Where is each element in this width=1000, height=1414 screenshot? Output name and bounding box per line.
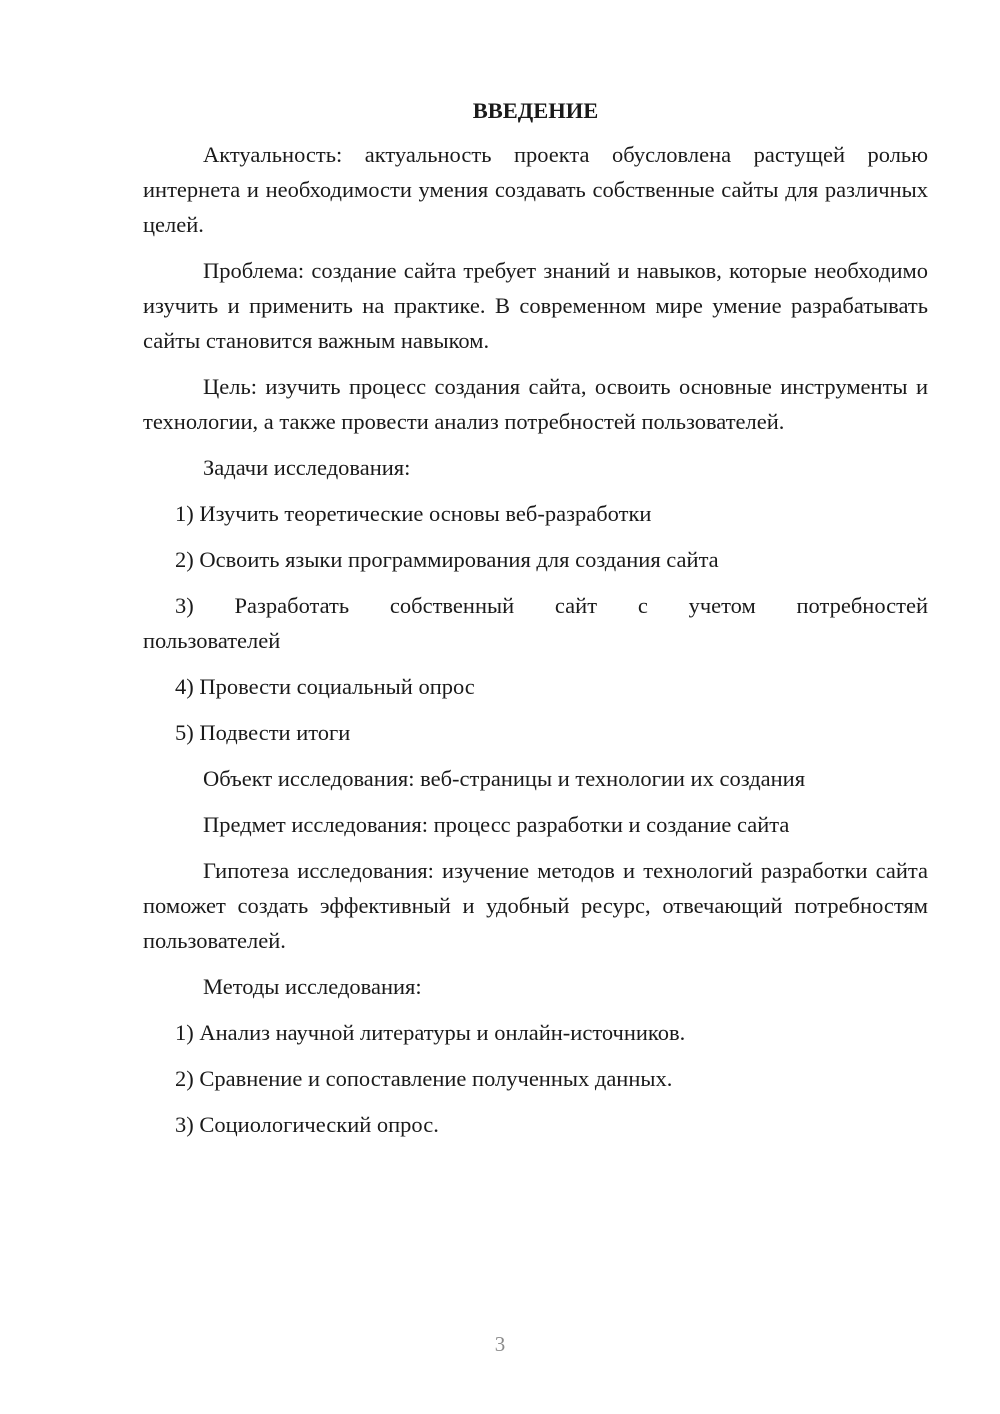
task-item: 5) Подвести итоги <box>175 720 351 745</box>
method-item: 2) Сравнение и сопоставление полученных данных. <box>175 1066 673 1091</box>
problem-paragraph: Проблема: создание сайта требует знаний и навыков, которые необходимо изучить и применить на практике. В современном мире умение разрабатывать сайты становится важным навыком. <box>143 258 928 353</box>
task-item: 1) Изучить теоретические основы веб-разработки <box>175 501 652 526</box>
task-item: 4) Провести социальный опрос <box>175 674 475 699</box>
relevance-paragraph: Актуальность: актуальность проекта обусловлена растущей ролью интернета и необходимости умения создавать собственные сайты для различных целей. <box>143 142 928 237</box>
task-item: 3) Разработать собственный сайт с учетом потребностей пользователей <box>143 593 928 653</box>
task-item: 2) Освоить языки программирования для создания сайта <box>175 547 719 572</box>
methods-heading: Методы исследования: <box>203 974 422 999</box>
subject-paragraph: Предмет исследования: процесс разработки и создание сайта <box>203 812 790 837</box>
tasks-heading: Задачи исследования: <box>203 455 411 480</box>
page-number: 3 <box>494 1332 506 1356</box>
object-paragraph: Объект исследования: веб-страницы и технологии их создания <box>203 766 806 791</box>
method-item: 1) Анализ научной литературы и онлайн-источников. <box>175 1020 686 1045</box>
hypothesis-paragraph: Гипотеза исследования: изучение методов и технологий разработки сайта поможет создать эффективный и удобный ресурс, отвечающий потребностям пользователей. <box>143 858 928 953</box>
method-item: 3) Социологический опрос. <box>175 1112 439 1137</box>
goal-paragraph: Цель: изучить процесс создания сайта, освоить основные инструменты и технологии, а также провести анализ потребностей пользователей. <box>143 374 928 434</box>
document-page <box>143 95 928 1153</box>
page-title: ВВЕДЕНИЕ <box>472 98 599 123</box>
